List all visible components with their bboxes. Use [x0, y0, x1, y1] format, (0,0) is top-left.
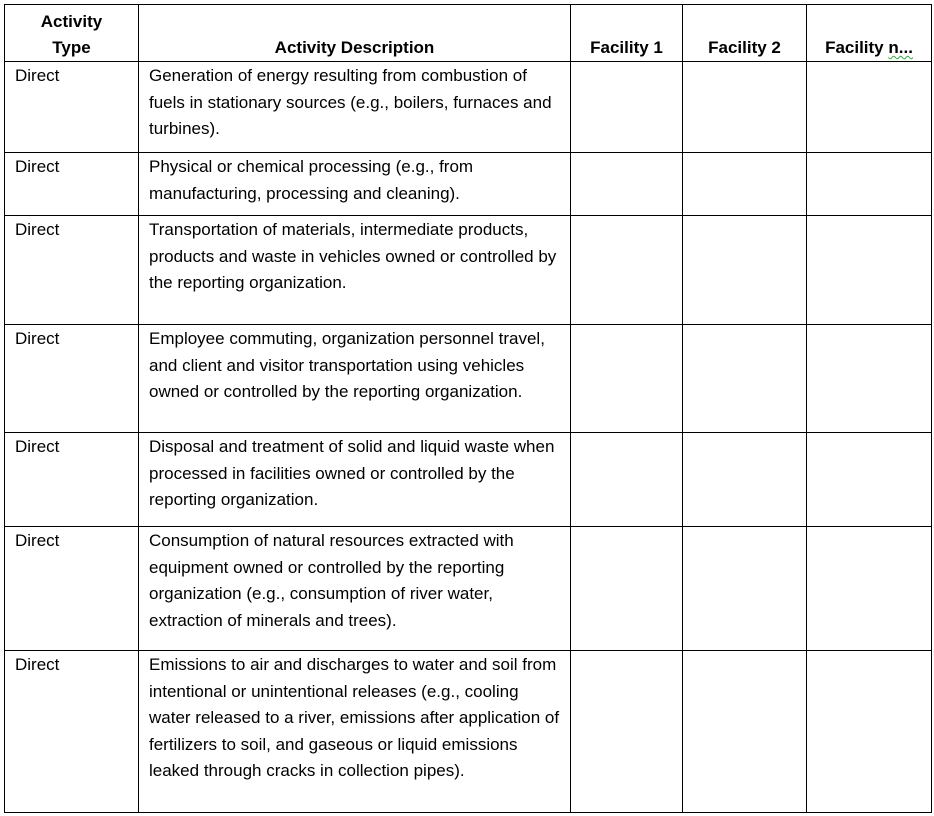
facility-2-cell[interactable] [683, 62, 807, 153]
header-facility-2: Facility 2 [683, 5, 807, 62]
activity-type-cell: Direct [5, 433, 139, 527]
facility-n-cell[interactable] [807, 216, 932, 325]
activity-description-cell: Transportation of materials, intermediate products, products and waste in vehicles owned or controlled by the reporting organization. [139, 216, 571, 325]
activity-type-cell: Direct [5, 527, 139, 651]
facility-1-cell[interactable] [571, 433, 683, 527]
facility-1-cell[interactable] [571, 62, 683, 153]
facility-n-cell[interactable] [807, 62, 932, 153]
header-facility-n-suffix: n... [888, 38, 913, 57]
facility-n-cell[interactable] [807, 153, 932, 216]
header-facility-n-prefix: Facility [825, 38, 889, 57]
facility-2-cell[interactable] [683, 153, 807, 216]
facility-1-cell[interactable] [571, 153, 683, 216]
header-facility-n [807, 5, 932, 62]
activity-table [4, 4, 932, 813]
facility-2-cell[interactable] [683, 433, 807, 527]
activity-description-cell: Disposal and treatment of solid and liquid waste when processed in facilities owned or controlled by the reporting organization. [139, 433, 571, 527]
table-row [5, 651, 932, 813]
activity-description-cell: Physical or chemical processing (e.g., from manufacturing, processing and cleaning). [139, 153, 571, 216]
header-activity-type: Activity Type [5, 5, 139, 62]
table-row [5, 433, 932, 527]
header-row [5, 5, 932, 62]
activity-description-cell: Employee commuting, organization personnel travel, and client and visitor transportation using vehicles owned or controlled by the reporting organization. [139, 325, 571, 433]
activity-type-cell: Direct [5, 651, 139, 813]
facility-1-cell[interactable] [571, 527, 683, 651]
table-row [5, 216, 932, 325]
activity-description-cell: Emissions to air and discharges to water and soil from intentional or unintentional releases (e.g., cooling water released to a river, emissions after application of fertilizers to soil, and gaseous or liquid emissions leaked through cracks in collection pipes). [139, 651, 571, 813]
facility-n-cell[interactable] [807, 527, 932, 651]
facility-2-cell[interactable] [683, 527, 807, 651]
facility-2-cell[interactable] [683, 216, 807, 325]
table-row [5, 527, 932, 651]
facility-n-cell[interactable] [807, 433, 932, 527]
facility-2-cell[interactable] [683, 651, 807, 813]
facility-1-cell[interactable] [571, 216, 683, 325]
header-facility-1: Facility 1 [571, 5, 683, 62]
table-row [5, 62, 932, 153]
facility-2-cell[interactable] [683, 325, 807, 433]
activity-type-cell: Direct [5, 216, 139, 325]
activity-description-cell: Generation of energy resulting from combustion of fuels in stationary sources (e.g., boilers, furnaces and turbines). [139, 62, 571, 153]
facility-n-cell[interactable] [807, 325, 932, 433]
activity-type-cell: Direct [5, 325, 139, 433]
activity-type-cell: Direct [5, 62, 139, 153]
header-activity-description: Activity Description [139, 5, 571, 62]
activity-description-cell: Consumption of natural resources extracted with equipment owned or controlled by the reporting organization (e.g., consumption of river water, extraction of minerals and trees). [139, 527, 571, 651]
facility-1-cell[interactable] [571, 325, 683, 433]
facility-1-cell[interactable] [571, 651, 683, 813]
activity-type-cell: Direct [5, 153, 139, 216]
table-row [5, 325, 932, 433]
table-row [5, 153, 932, 216]
facility-n-cell[interactable] [807, 651, 932, 813]
